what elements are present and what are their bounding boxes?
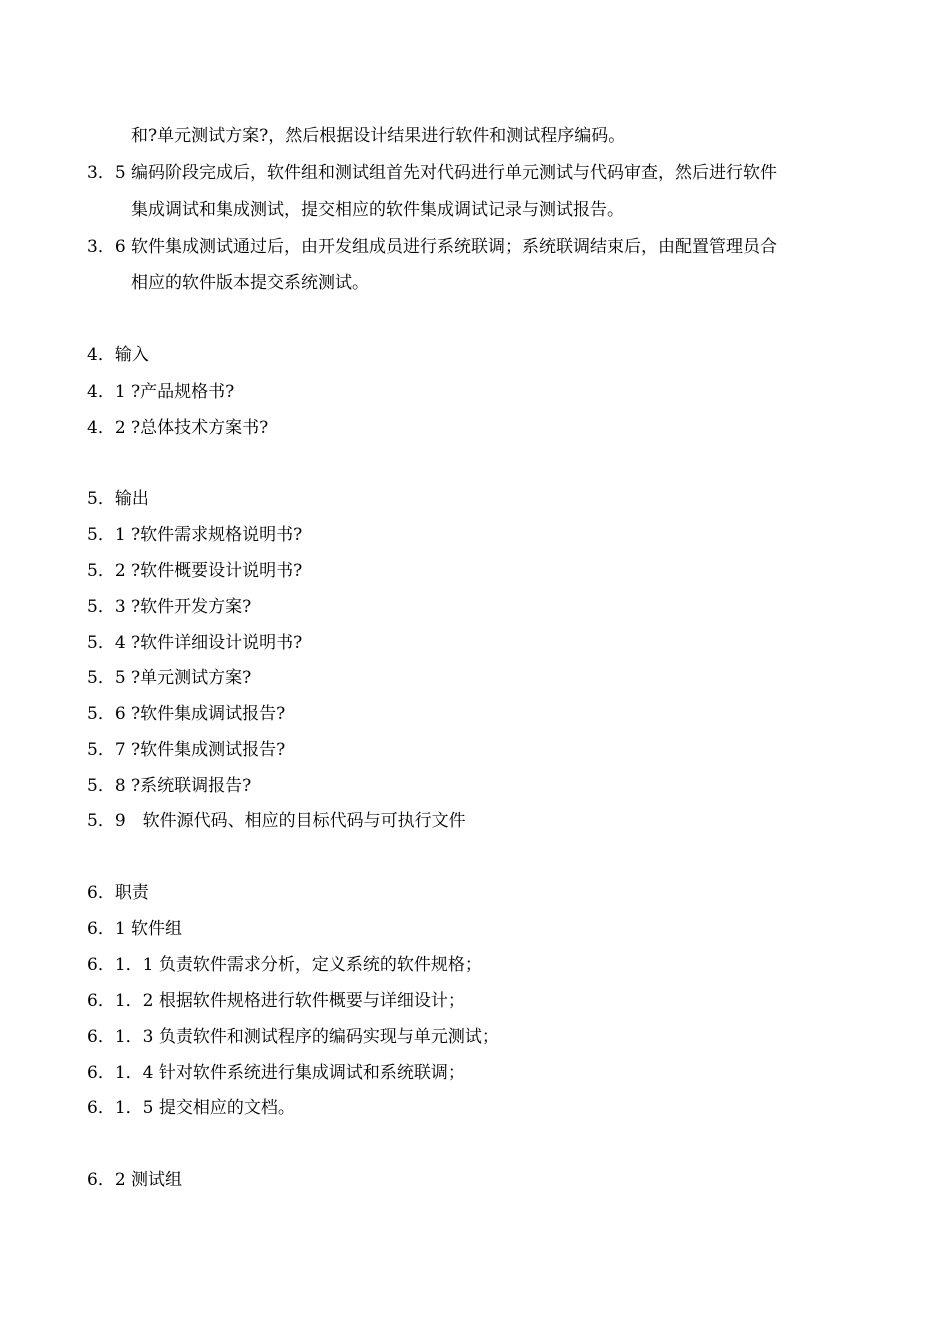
list-item-6-1-4: 6．1．4 针对软件系统进行集成调试和系统联调； bbox=[87, 1063, 465, 1083]
paragraph-3-6: 3．6 软件集成测试通过后，由开发组成员进行系统联调；系统联调结束后，由配置管理员合 bbox=[87, 237, 778, 257]
list-item-5-5: 5．5 ?单元测试方案? bbox=[87, 668, 252, 688]
section-heading-input: 4．输入 bbox=[87, 345, 149, 365]
list-item-5-2: 5．2 ?软件概要设计说明书? bbox=[87, 561, 303, 581]
paragraph-3-5-continuation: 集成调试和集成测试，提交相应的软件集成调试记录与测试报告。 bbox=[131, 200, 624, 220]
list-item-5-6: 5．6 ?软件集成调试报告? bbox=[87, 704, 286, 724]
list-item-5-9: 5．9 软件源代码、相应的目标代码与可执行文件 bbox=[87, 811, 466, 831]
list-item-6-1-2: 6．1．2 根据软件规格进行软件概要与详细设计； bbox=[87, 991, 465, 1011]
list-item-6-1-3: 6．1．3 负责软件和测试程序的编码实现与单元测试； bbox=[87, 1027, 499, 1047]
list-item-6-1-5: 6．1．5 提交相应的文档。 bbox=[87, 1098, 295, 1118]
section-heading-responsibilities: 6．职责 bbox=[87, 883, 149, 903]
list-item-5-1: 5．1 ?软件需求规格说明书? bbox=[87, 525, 303, 545]
subsection-heading-6-1: 6．1 软件组 bbox=[87, 919, 183, 939]
list-item-6-1-1: 6．1．1 负责软件需求分析，定义系统的软件规格； bbox=[87, 955, 482, 975]
list-item-5-3: 5．3 ?软件开发方案? bbox=[87, 597, 252, 617]
paragraph-3-4-continuation: 和?单元测试方案?，然后根据设计结果进行软件和测试程序编码。 bbox=[131, 126, 626, 146]
list-item-5-7: 5．7 ?软件集成测试报告? bbox=[87, 740, 286, 760]
subsection-heading-6-2: 6．2 测试组 bbox=[87, 1170, 183, 1190]
list-item-4-1: 4．1 ?产品规格书? bbox=[87, 382, 235, 402]
section-heading-output: 5．输出 bbox=[87, 489, 149, 509]
list-item-5-4: 5．4 ?软件详细设计说明书? bbox=[87, 633, 303, 653]
list-item-4-2: 4．2 ?总体技术方案书? bbox=[87, 418, 269, 438]
paragraph-3-6-continuation: 相应的软件版本提交系统测试。 bbox=[131, 273, 369, 293]
list-item-5-8: 5．8 ?系统联调报告? bbox=[87, 776, 252, 796]
paragraph-3-5: 3．5 编码阶段完成后，软件组和测试组首先对代码进行单元测试与代码审查，然后进行软件 bbox=[87, 163, 778, 183]
